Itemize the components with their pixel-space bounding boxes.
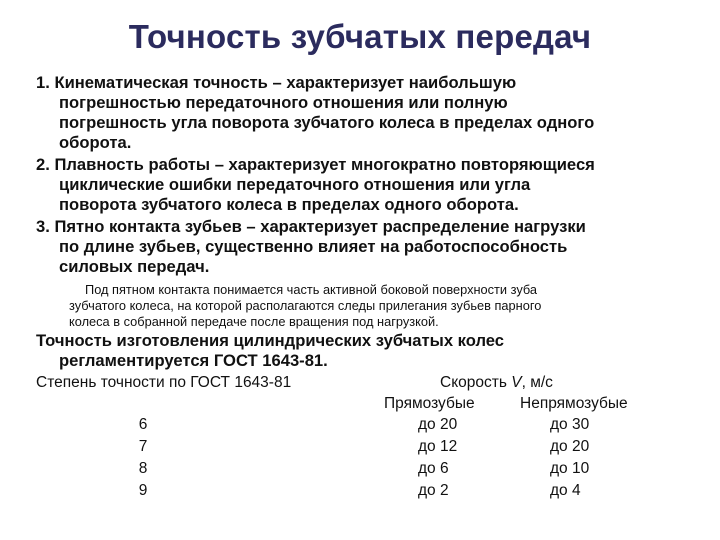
gost-summary	[36, 331, 706, 371]
table-cell-helical: до 4	[550, 482, 581, 499]
table-cell-straight: до 12	[418, 438, 458, 455]
table-header-degree: Степень точности по ГОСТ 1643-81	[36, 374, 292, 391]
note-line: Под пятном контакта понимается часть активной боковой поверхности зуба	[85, 282, 538, 297]
item-line: силовых передач.	[59, 257, 210, 276]
note-line: зубчатого колеса, на которой располагаются следы прилегания зубьев парного	[69, 298, 542, 313]
table-cell-degree: 9	[138, 482, 148, 499]
summary-line: Точность изготовления цилиндрических зубчатых колес	[36, 331, 505, 350]
table-header-straight: Прямозубые	[384, 395, 475, 412]
table-cell-degree: 6	[138, 416, 148, 433]
table-cell-straight: до 2	[418, 482, 449, 499]
table-cell-degree: 8	[138, 460, 148, 477]
table-cell-helical: до 30	[550, 416, 590, 433]
table-cell-helical: до 10	[550, 460, 590, 477]
item-line: по длине зубьев, существенно влияет на работоспособность	[59, 237, 568, 256]
table-cell-helical: до 20	[550, 438, 590, 455]
list-item-kinematic-accuracy	[36, 73, 706, 153]
note-line: колеса в собранной передаче после вращения под нагрузкой.	[69, 314, 439, 329]
item-line: погрешностью передаточного отношения или полную	[59, 93, 508, 112]
contact-patch-note	[55, 282, 695, 330]
list-item-smoothness	[36, 155, 706, 215]
table-cell-straight: до 6	[418, 460, 449, 477]
table-header-speed: Скорость V, м/с	[440, 374, 553, 391]
item-line: 1. Кинематическая точность – характеризует наибольшую	[36, 73, 517, 92]
table-cell-straight: до 20	[418, 416, 458, 433]
item-line: 3. Пятно контакта зубьев – характеризует распределение нагрузки	[36, 217, 586, 236]
list-item-contact-patch	[36, 217, 706, 277]
item-line: циклические ошибки передаточного отношения или угла	[59, 175, 531, 194]
item-line: оборота.	[59, 133, 132, 152]
item-line: 2. Плавность работы – характеризует многократно повторяющиеся	[36, 155, 595, 174]
item-line: поворота зубчатого колеса в пределах одного оборота.	[59, 195, 519, 214]
slide-title: Точность зубчатых передач	[128, 18, 592, 55]
table-header-helical: Непрямозубые	[520, 395, 628, 412]
item-line: погрешность угла поворота зубчатого колеса в пределах одного	[59, 113, 595, 132]
table-cell-degree: 7	[138, 438, 148, 455]
summary-line: регламентируется ГОСТ 1643-81.	[59, 351, 328, 370]
